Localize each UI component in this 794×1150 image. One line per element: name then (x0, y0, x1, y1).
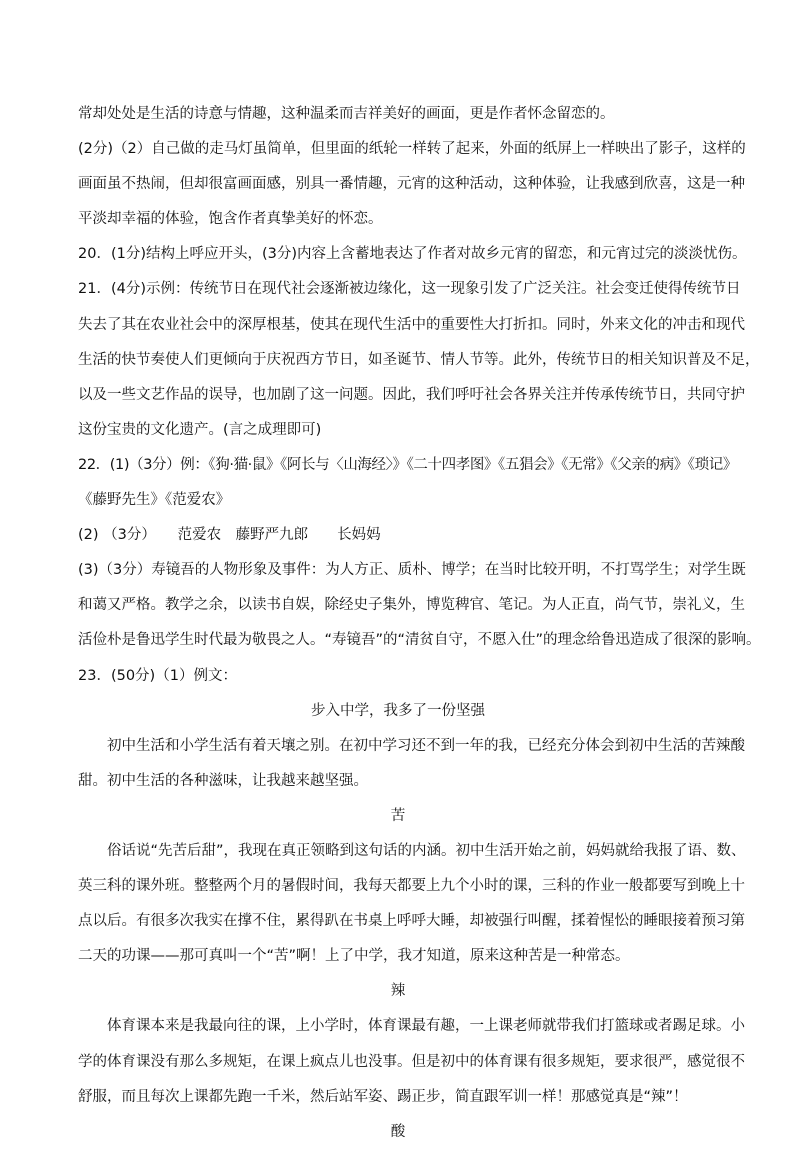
essay-paragraph-line: 舒服，而且每次上课都先跑一千米，然后站军姿、踢正步，简直跟军训一样！那感觉真是“辣”！ (78, 1088, 688, 1105)
text-line: 常却处处是生活的诗意与情趣，这种温柔而吉祥美好的画面，更是作者怀念留恋的。 (78, 106, 615, 122)
text-line: 平淡却幸福的体验，饱含作者真挚美好的怀恋。 (78, 211, 383, 228)
text-line: 生活的快节奏使人们更倾向于庆祝西方节日，如圣诞节、情人节等。此外，传统节日的相关知识普及不足， (78, 351, 760, 368)
essay-paragraph-line: 初中生活和小学生活有着天壤之别。在初中学习还不到一年的我，已经充分体会到初中生活的苦辣酸 (107, 737, 745, 754)
answer-20: 20．(1分)结构上呼应开头，(3分)内容上含蓄地表达了作者对故乡元宵的留恋，和元宵过完的淡淡忧伤。 (78, 246, 747, 263)
text-line: 以及一些文艺作品的误导，也加剧了这一问题。因此，我们呼吁社会各界关注并传承传统节日，共同守护 (78, 386, 745, 403)
answer-23: 23．(50分)（1）例文： (78, 667, 237, 684)
text-line: 失去了其在农业社会中的深厚根基，使其在现代生活中的重要性大打折扣。同时，外来文化的冲击和现代 (78, 316, 745, 333)
essay-paragraph-line: 俗话说“先苦后甜”，我现在真正领略到这句话的内涵。初中生活开始之前，妈妈就给我报了语、数、 (107, 842, 746, 859)
text-line: 活俭朴是鲁迅学生时代最为敬畏之人。“寿镜吾”的“清贫自守，不愿入仕”的理念给鲁迅造成了很深的影响。 (78, 632, 761, 649)
answer-21: 21．(4分)示例：传统节日在现代社会逐渐被边缘化，这一现象引发了广泛关注。社会变迁使得传统节日 (78, 281, 741, 298)
essay-paragraph-line: 点以后。有很多次我实在撑不住，累得趴在书桌上呼呼大睡，却被强行叫醒，揉着惺忪的睡眼接着预习第 (78, 913, 745, 930)
text-line: (2) （3分） 范爱农 藤野严九郎 长妈妈 (78, 527, 381, 544)
section-heading-suan: 酸 (390, 1123, 406, 1140)
essay-paragraph-line: 学的体育课没有那么多规矩，在课上疯点儿也没事。但是初中的体育课有很多规矩，要求很严，感觉很不 (78, 1053, 745, 1070)
answer-22: 22．(1)（3分）例：《狗·猫·鼠》《阿长与〈山海经〉》《二十四孝图》《五猖会》《无常》《父亲的病》《琐记》 (78, 456, 737, 473)
text-line: (2分)（2）自己做的走马灯虽简单，但里面的纸轮一样转了起来，外面的纸屏上一样映出了影子，这样的 (78, 141, 746, 158)
essay-paragraph-line: 二天的功课——那可真叫一个“苦”啊！上了中学，我才知道，原来这种苦是一种常态。 (78, 948, 630, 965)
text-line: 这份宝贵的文化遗产。(言之成理即可) (78, 421, 322, 438)
text-line: 《藤野先生》《范爱农》 (78, 492, 231, 509)
answer-key-page (78, 97, 761, 1150)
section-heading-ku: 苦 (390, 807, 406, 824)
essay-paragraph-line: 体育课本来是我最向往的课，上小学时，体育课最有趣，一上课老师就带我们打篮球或者踢足球。小 (107, 1018, 745, 1035)
essay-paragraph-line: 甜。初中生活的各种滋味，让我越来越坚强。 (78, 772, 368, 789)
section-heading-la: 辣 (390, 983, 406, 1000)
text-line: 和蔼又严格。教学之余，以读书自娱，除经史子集外，博览稗官、笔记。为人正直，尚气节，崇礼义，生 (78, 597, 745, 614)
essay-paragraph-line: 英三科的课外班。整整两个月的暑假时间，我每天都要上九个小时的课，三科的作业一般都要写到晚上十 (78, 878, 745, 895)
essay-title: 步入中学，我多了一份坚强 (311, 702, 485, 719)
text-line: 画面虽不热闹，但却很富画面感，别具一番情趣，元宵的这种活动，这种体验，让我感到欣喜，这是一种 (78, 176, 745, 193)
text-line: (3)（3分）寿镜吾的人物形象及事件：为人方正、质朴、博学；在当时比较开明，不打骂学生；对学生既 (78, 562, 746, 579)
